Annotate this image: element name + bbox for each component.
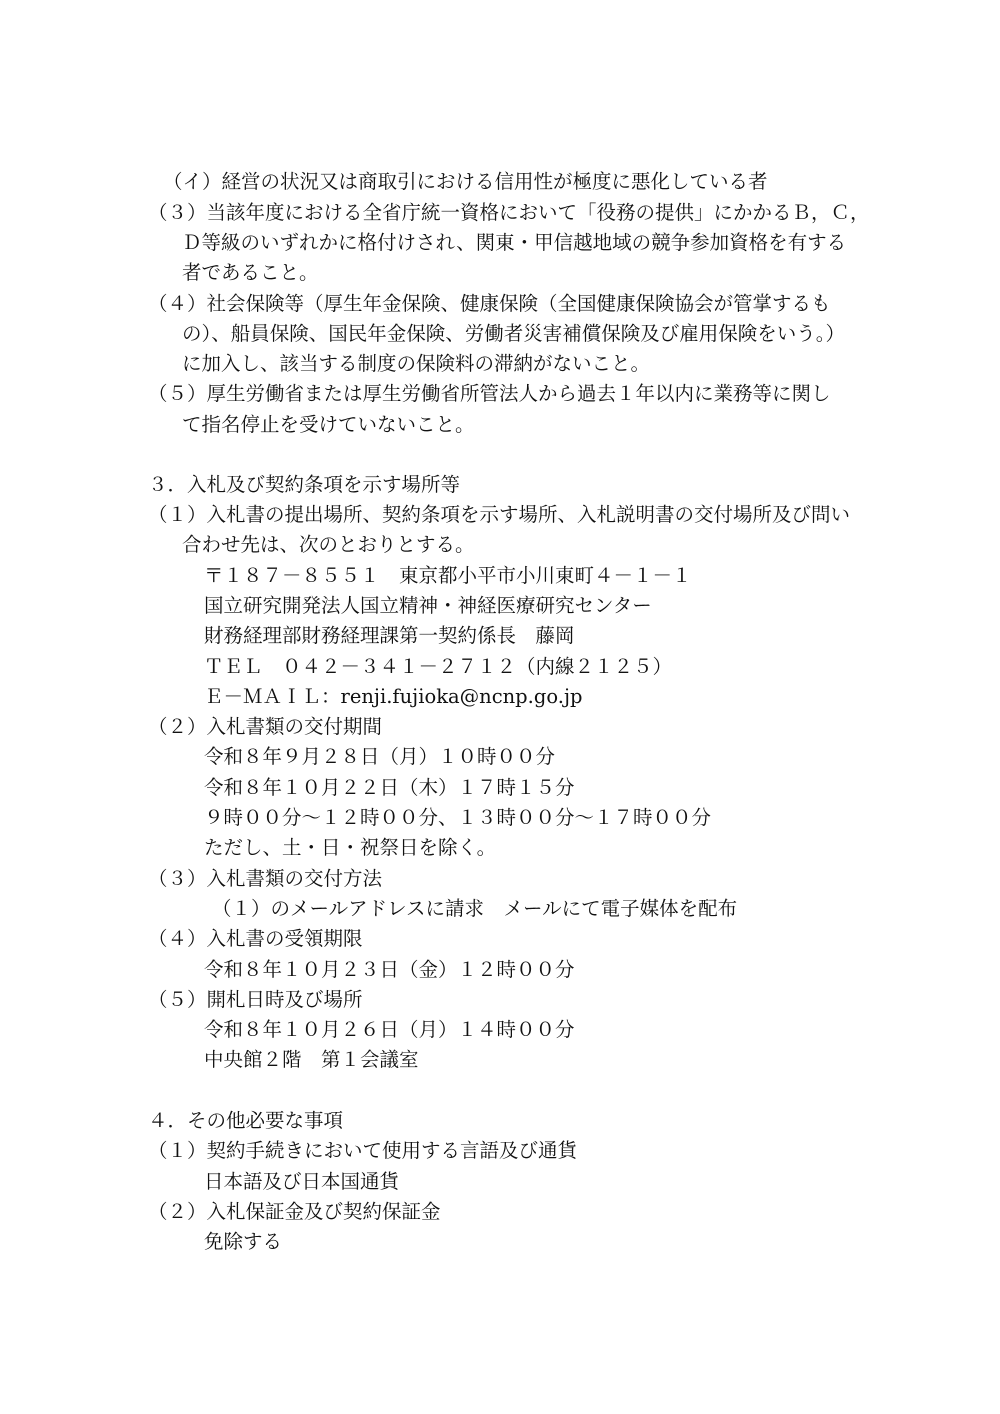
text-line: 令和８年９月２８日（月）１０時００分 [204, 745, 556, 768]
text-line: （５）厚生労働省または厚生労働省所管法人から過去１年以内に業務等に関し [148, 382, 831, 405]
text-line: 日本語及び日本国通貨 [204, 1170, 400, 1193]
text-line: ただし、土・日・祝祭日を除く。 [204, 836, 497, 859]
text-line: （２）入札書類の交付期間 [148, 715, 383, 738]
text-line: （イ）経営の状況又は商取引における信用性が極度に悪化している者 [163, 170, 768, 193]
text-line: 令和８年１０月２６日（月）１４時００分 [204, 1018, 575, 1041]
text-line: （１）入札書の提出場所、契約条項を示す場所、入札説明書の交付場所及び問い [148, 503, 851, 526]
text-line: の）、船員保険、国民年金保険、労働者災害補償保険及び雇用保険をいう。） [182, 322, 846, 345]
text-line: （３）当該年度における全省庁統一資格において「役務の提供」にかかるＢ，Ｃ， [148, 201, 870, 224]
text-line: （１）のメールアドレスに請求 メールにて電子媒体を配布 [212, 897, 738, 920]
text-line: ９時００分～１２時００分、１３時００分～１７時００分 [204, 806, 712, 829]
contact-organization: 国立研究開発法人国立精神・神経医療研究センター [204, 594, 652, 617]
text-line: て指名停止を受けていないこと。 [182, 413, 475, 436]
text-line: （４）社会保険等（厚生年金保険、健康保険（全国健康保険協会が管掌するも [148, 292, 831, 315]
text-line: （３）入札書類の交付方法 [148, 867, 383, 890]
contact-address: 〒１８７－８５５１ 東京都小平市小川東町４－１－１ [204, 564, 692, 587]
text-line: Ｄ等級のいずれかに格付けされ、関東・甲信越地域の競争参加資格を有する [182, 231, 847, 254]
text-line: 者であること。 [182, 261, 319, 284]
text-line: （５）開札日時及び場所 [148, 988, 363, 1011]
text-line: 合わせ先は、次のとおりとする。 [182, 533, 475, 556]
text-line: 令和８年１０月２３日（金）１２時００分 [204, 958, 575, 981]
text-line: 令和８年１０月２２日（木）１７時１５分 [204, 776, 575, 799]
section-heading: ３．入札及び契約条項を示す場所等 [148, 473, 461, 496]
text-line: 免除する [204, 1230, 283, 1253]
text-line: 中央館２階 第１会議室 [204, 1048, 419, 1071]
text-line: に加入し、該当する制度の保険料の滞納がないこと。 [182, 352, 651, 375]
text-line: （２）入札保証金及び契約保証金 [148, 1200, 441, 1223]
contact-person: 財務経理部財務経理課第一契約係長 藤岡 [204, 624, 575, 647]
contact-tel: ＴＥＬ ０４２－３４１－２７１２（内線２１２５） [204, 655, 673, 678]
text-line: （４）入札書の受領期限 [148, 927, 363, 950]
contact-email: Ｅ－ＭＡＩＬ：renji.fujioka@ncnp.go.jp [204, 685, 583, 708]
section-heading: ４．その他必要な事項 [148, 1109, 344, 1132]
text-line: （１）契約手続きにおいて使用する言語及び通貨 [148, 1139, 578, 1162]
